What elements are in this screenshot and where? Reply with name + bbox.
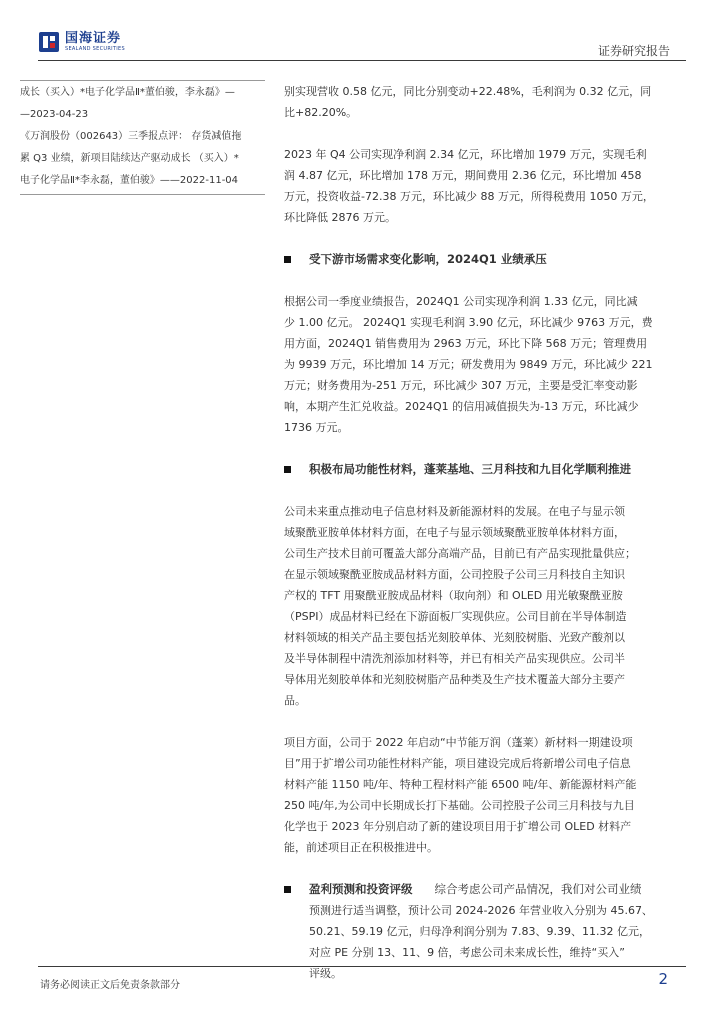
- text-line: 润 4.87 亿元，环比增加 178 万元，期间费用 2.36 亿元，环比增加 458: [284, 169, 642, 182]
- text-line: 产权的 TFT 用聚酰亚胺成品材料（取向剂）和 OLED 用光敏聚酰亚胺: [284, 589, 623, 602]
- text-line: 公司生产技术目前可覆盖大部分高端产品，目前已有产品实现批量供应；: [284, 547, 636, 560]
- logo-name-en: SEALAND SECURITIES: [65, 46, 125, 52]
- section-heading-text: 受下游市场需求变化影响，2024Q1 业绩承压: [309, 252, 547, 266]
- text-line: 品。: [284, 694, 306, 707]
- page-number: 2: [658, 970, 668, 988]
- text-line: 能，前述项目正在积极推进中。: [284, 841, 438, 854]
- logo-name-cn: 国海证券: [65, 31, 122, 46]
- text-line: 响，本期产生汇兑收益。2024Q1 的信用减值损失为-13 万元，环比减少: [284, 400, 639, 413]
- section-heading-materials: [284, 459, 682, 480]
- text-line: 域聚酰亚胺单体材料方面，在电子与显示领域聚酰亚胺单体材料方面，: [284, 526, 625, 539]
- text-line: 评级。: [309, 967, 342, 980]
- text-line: 目”用于扩增公司功能性材料产能，项目建设完成后将新增公司电子信息: [284, 757, 631, 770]
- sidebar-bottom-divider: [20, 194, 265, 195]
- square-bullet-icon: [284, 886, 291, 893]
- text-line: 根据公司一季度业绩报告，2024Q1 公司实现净利润 1.33 亿元，同比减: [284, 295, 638, 308]
- text-line: 环比降低 2876 万元。: [284, 211, 396, 224]
- related-reports: [20, 82, 265, 192]
- header-divider: [38, 60, 686, 61]
- text-line: 别实现营收 0.58 亿元，同比分别变动+22.48%，毛利润为 0.32 亿元，同: [284, 85, 652, 98]
- paragraph-revenue: [284, 81, 682, 123]
- text-line: 250 吨/年,为公司中长期成长打下基础。公司控股子公司三月科技与九目: [284, 799, 635, 812]
- text-line: 用方面，2024Q1 销售费用为 2963 万元，环比下降 568 万元；管理费用: [284, 337, 648, 350]
- text-line: 预测进行适当调整，预计公司 2024-2026 年营业收入分别为 45.67、: [309, 904, 653, 917]
- forecast-first-line: [284, 879, 682, 900]
- footer-divider: [38, 966, 686, 967]
- text-line: 2023 年 Q4 公司实现净利润 2.34 亿元，环比增加 1979 万元，实现毛利: [284, 148, 647, 161]
- paragraph-q4-results: [284, 144, 682, 228]
- section-heading-text: 积极布局功能性材料，蓬莱基地、三月科技和九目化学顺利推进: [309, 462, 631, 476]
- paragraph-q1-results: [284, 291, 682, 438]
- section-heading-text: 盈利预测和投资评级: [309, 882, 413, 896]
- text-line: 导体用光刻胶单体和光刻胶树脂产品种类及生产技术覆盖大部分主要产: [284, 673, 625, 686]
- square-bullet-icon: [284, 466, 291, 473]
- text-line: 为 9939 万元，环比增加 14 万元；研发费用为 9849 万元，环比减少 221: [284, 358, 653, 371]
- text-line: 比+82.20%。: [284, 106, 358, 119]
- report-type-label: 证券研究报告: [597, 44, 670, 58]
- text-line: 在显示领域聚酰亚胺成品材料方面，公司控股子公司三月科技自主知识: [284, 568, 625, 581]
- company-logo: [38, 30, 125, 54]
- text-line: 公司未来重点推动电子信息材料及新能源材料的发展。在电子与显示领: [284, 505, 625, 518]
- text-line: 1736 万元。: [284, 421, 349, 434]
- paragraph-business-focus: [284, 501, 682, 711]
- section-heading-q1: [284, 249, 682, 270]
- related-report-line: 电子化学品Ⅱ*李永磊，董伯骏》——2022-11-04: [20, 175, 239, 186]
- sidebar-top-divider: [20, 80, 265, 81]
- related-report-line: —2023-04-23: [20, 109, 89, 120]
- text-line: 50.21、59.19 亿元，归母净利润分别为 7.83、9.39、11.32 亿元，: [309, 925, 650, 938]
- text-line: （PSPI）成品材料已经在下游面板厂实现供应。公司目前在半导体制造: [284, 610, 627, 623]
- text-line: 少 1.00 亿元。 2024Q1 实现毛利润 3.90 亿元，环比减少 9763 万元，费: [284, 316, 653, 329]
- square-bullet-icon: [284, 256, 291, 263]
- text-line: 综合考虑公司产品情况，我们对公司业绩: [434, 882, 642, 896]
- paragraph-projects: [284, 732, 682, 858]
- text-line: 万元，投资收益-72.38 万元，环比减少 88 万元，所得税费用 1050 万元，: [284, 190, 654, 203]
- text-line: 材料领域的相关产品主要包括光刻胶单体、光刻胶树脂、光致产酸剂以: [284, 631, 625, 644]
- related-report-line: 累 Q3 业绩，新项目陆续达产驱动成长 （买入）*: [20, 153, 239, 164]
- text-line: 项目方面，公司于 2022 年启动“中节能万润（蓬莱）新材料一期建设项: [284, 736, 633, 749]
- text-line: 材料产能 1150 吨/年、特种工程材料产能 6500 吨/年、新能源材料产能: [284, 778, 637, 791]
- text-line: 及半导体制程中清洗剂添加材料等，并已有相关产品实现供应。公司半: [284, 652, 625, 665]
- text-line: 化学也于 2023 年分别启动了新的建设项目用于扩增公司 OLED 材料产: [284, 820, 632, 833]
- text-line: 对应 PE 分别 13、11、9 倍，考虑公司未来成长性，维持“买入”: [309, 946, 625, 959]
- logo-icon: [38, 31, 60, 53]
- text-line: 万元；财务费用为-251 万元，环比减少 307 万元，主要是受汇率变动影: [284, 379, 638, 392]
- related-report-line: 成长（买入）*电子化学品Ⅱ*董伯骏，李永磊》—: [20, 87, 235, 98]
- disclaimer-note: 请务必阅读正文后免责条款部分: [40, 980, 180, 991]
- related-report-line: 《万润股份（002643）三季报点评： 存货减值拖: [20, 131, 242, 142]
- paragraph-forecast-rating: [284, 879, 682, 984]
- report-body: [284, 81, 682, 984]
